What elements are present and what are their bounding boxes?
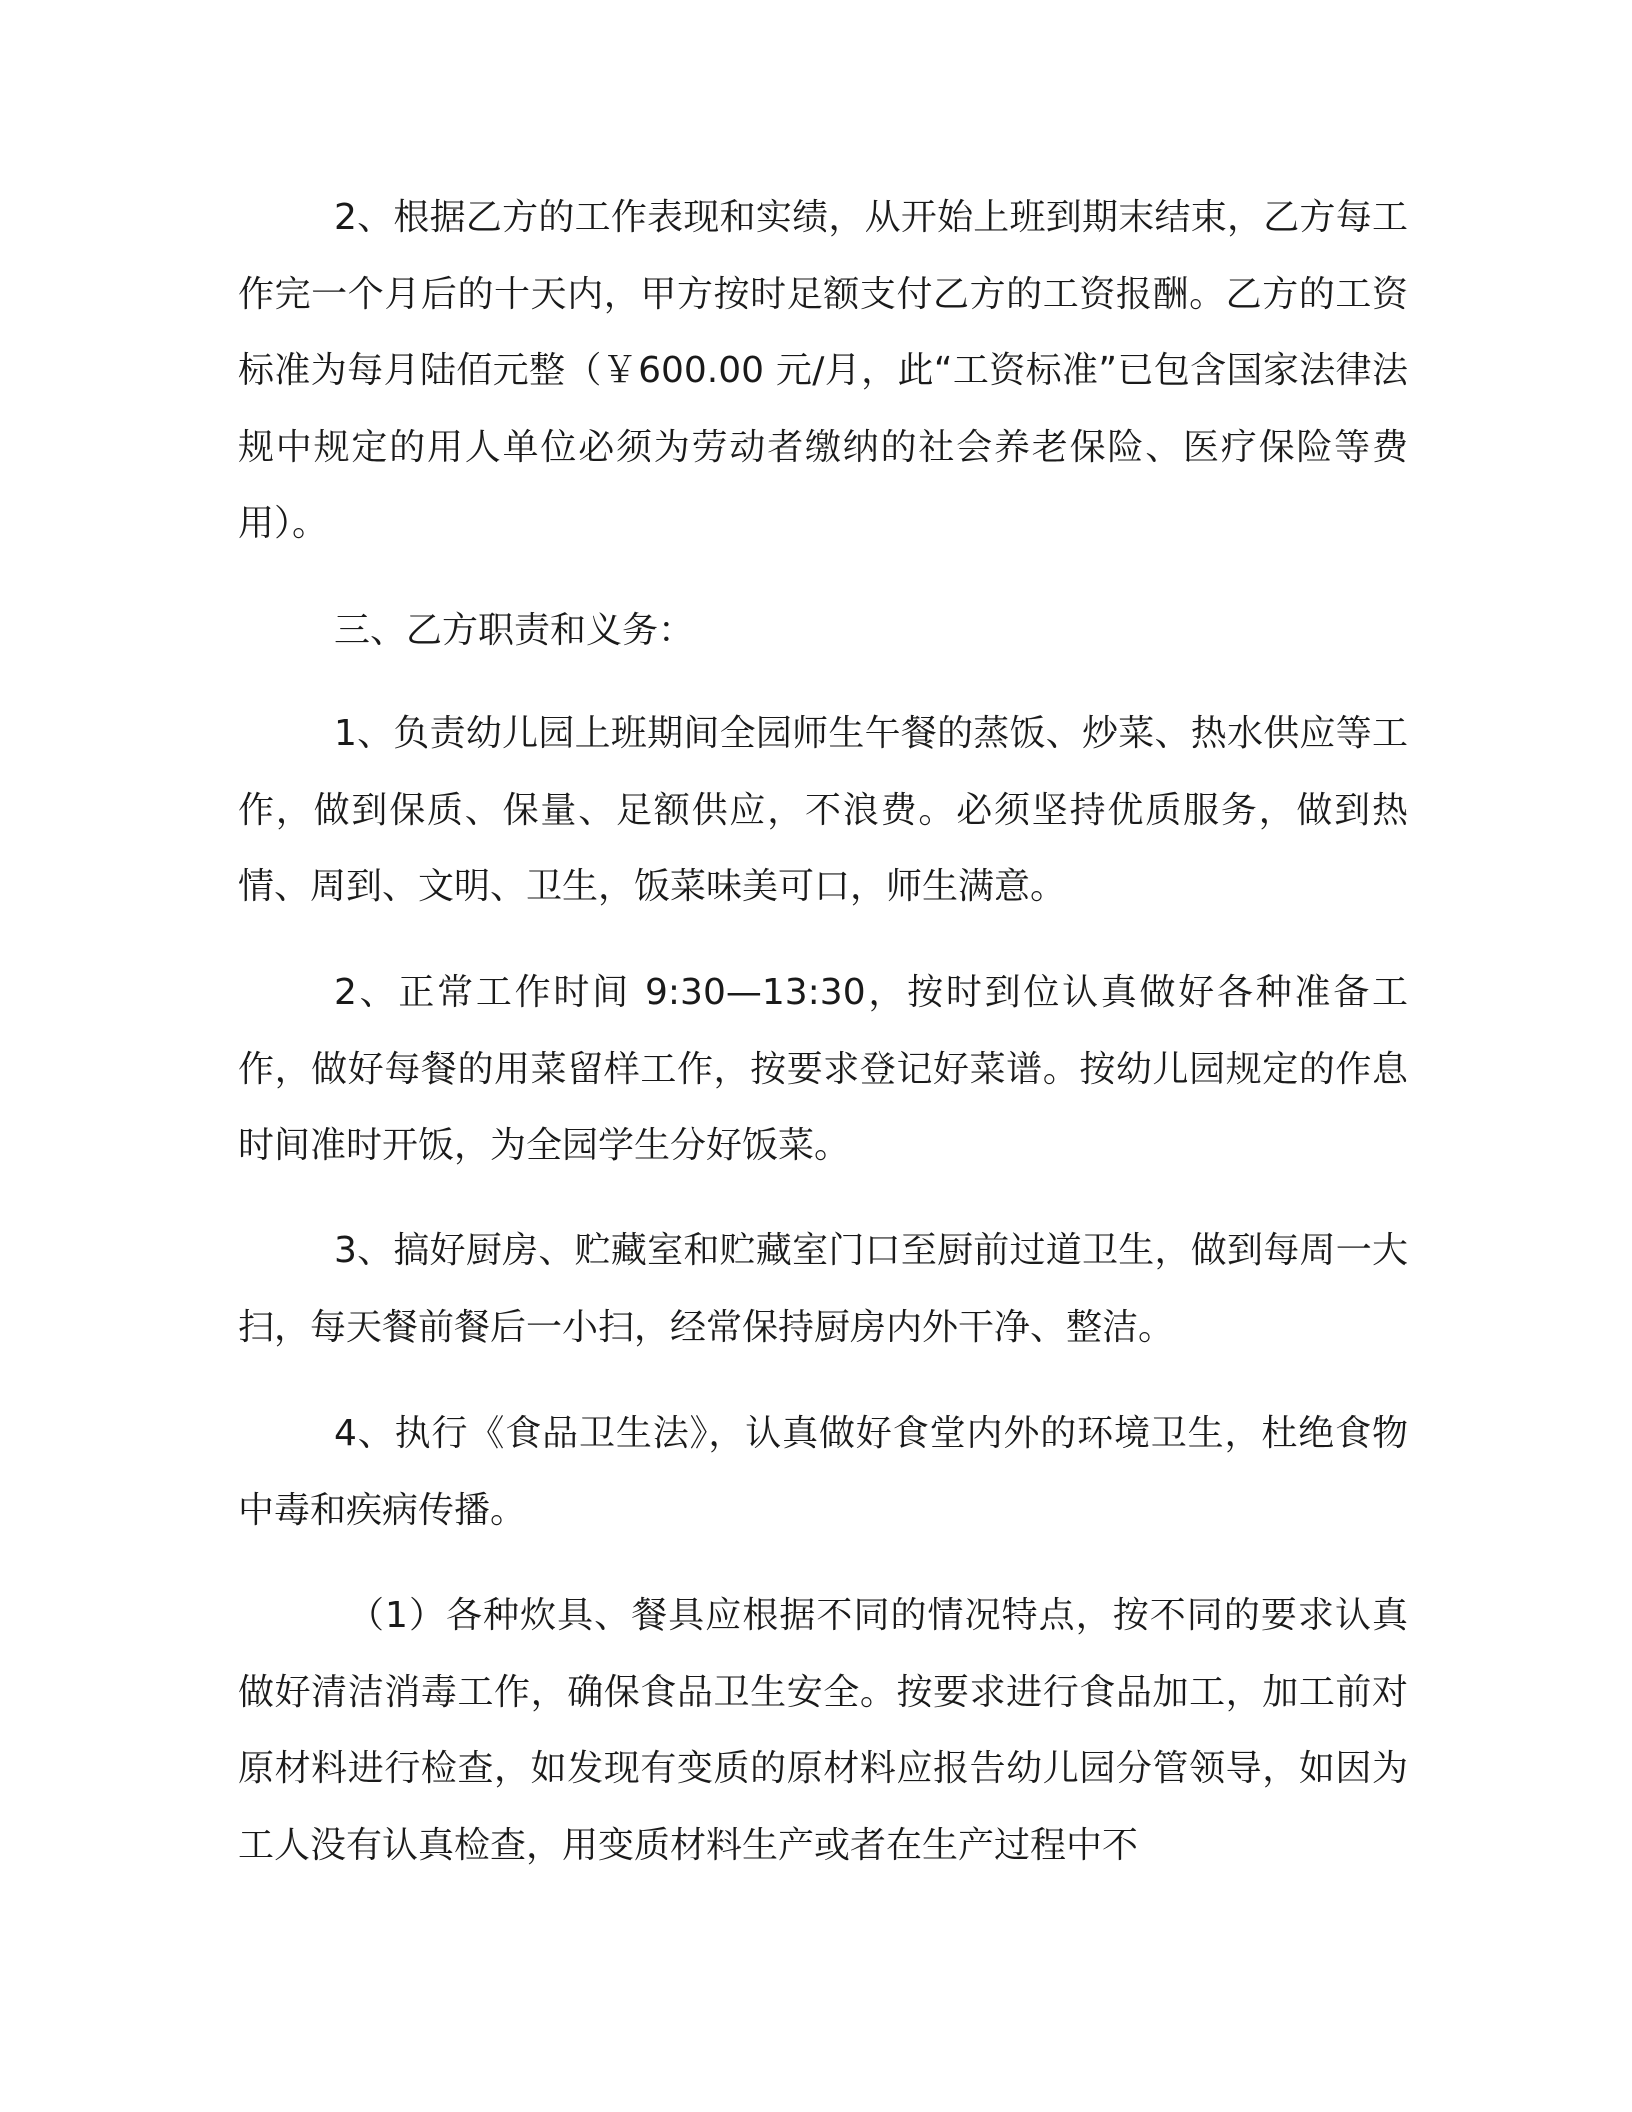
paragraph-duty-4: 4、执行《食品卫生法》，认真做好食堂内外的环境卫生，杜绝食物中毒和疾病传播。 <box>238 1413 1408 1531</box>
paragraph-duty-1: 1、负责幼儿园上班期间全园师生午餐的蒸饭、炒菜、热水供应等工作，做到保质、保量、足额供应，不浪费。必须坚持优质服务，做到热情、周到、文明、卫生，饭菜味美可口，师生满意。 <box>238 713 1408 907</box>
paragraph-wage-payment: 2、根据乙方的工作表现和实绩，从开始上班到期末结束，乙方每工作完一个月后的十天内，甲方按时足额支付乙方的工资报酬。乙方的工资标准为每月陆佰元整（￥600.00 元/月，此“工资标准”已包含国家法律法规中规定的用人单位必须为劳动者缴纳的社会养老保险、医疗保险等费用）。 <box>238 197 1408 544</box>
paragraph-duty-3: 3、搞好厨房、贮藏室和贮藏室门口至厨前过道卫生，做到每周一大扫，每天餐前餐后一小扫，经常保持厨房内外干净、整洁。 <box>238 1230 1408 1348</box>
paragraph-duty-4-item-1: （1）各种炊具、餐具应根据不同的情况特点，按不同的要求认真做好清洁消毒工作，确保食品卫生安全。按要求进行食品加工，加工前对原材料进行检查，如发现有变质的原材料应报告幼儿园分管领导，如因为工人没有认真检查，用变质材料生产或者在生产过程中不 <box>238 1595 1408 1866</box>
paragraph-duty-2: 2、正常工作时间 9:30—13:30，按时到位认真做好各种准备工作，做好每餐的用菜留样工作，按要求登记好菜谱。按幼儿园规定的作息时间准时开饭，为全园学生分好饭菜。 <box>238 972 1408 1166</box>
section-heading-duties: 三、乙方职责和义务： <box>334 610 695 651</box>
